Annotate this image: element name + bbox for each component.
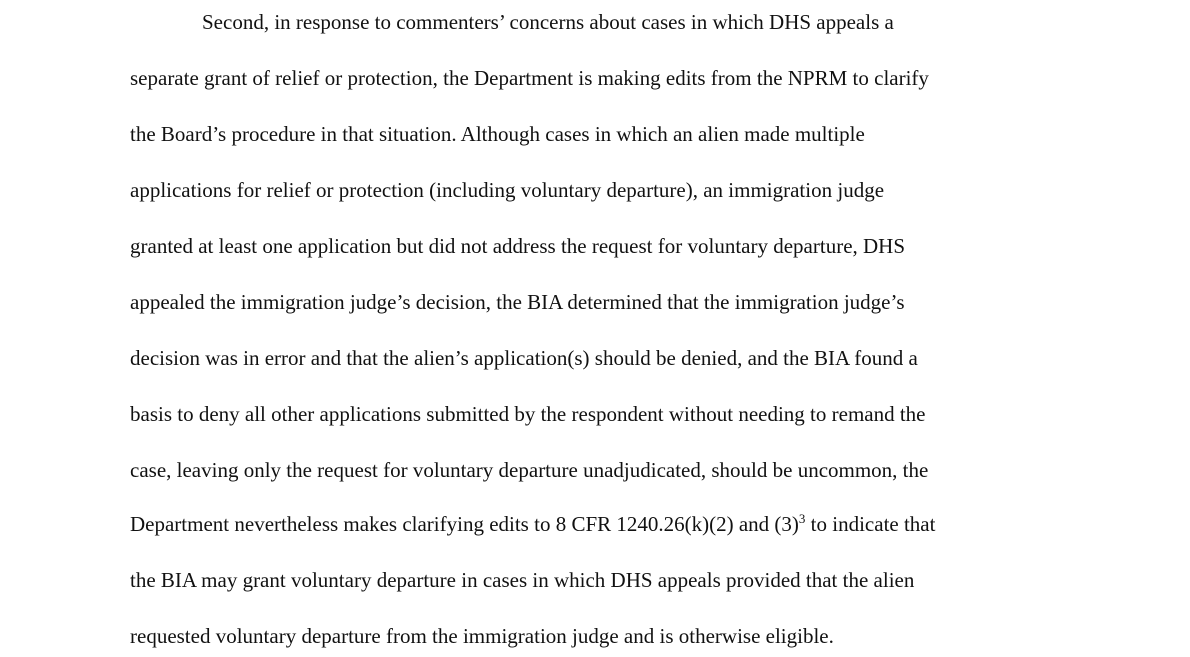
text-line-10-start: Department nevertheless makes clarifying edits to 8 CFR 1240.26(k)(2) and (3)	[130, 512, 799, 536]
text-line-10-end: to indicate that	[805, 512, 936, 536]
text-line-9: case, leaving only the request for voluntary departure unadjudicated, should be uncommon, the	[130, 458, 929, 482]
text-line-12: requested voluntary departure from the immigration judge and is otherwise eligible.	[130, 624, 834, 648]
text-line-6: appealed the immigration judge’s decision, the BIA determined that the immigration judge’s	[130, 290, 905, 314]
text-line-8: basis to deny all other applications submitted by the respondent without needing to remand the	[130, 402, 926, 426]
text-line-5: granted at least one application but did not address the request for voluntary departure, DHS	[130, 234, 906, 258]
footnote-reference[interactable]: 3	[798, 511, 806, 526]
text-line-4: applications for relief or protection (including voluntary departure), an immigration judge	[130, 178, 885, 202]
text-line-1: Second, in response to commenters’ concerns about cases in which DHS appeals a	[202, 10, 894, 34]
text-line-2: separate grant of relief or protection, the Department is making edits from the NPRM to clarify	[130, 66, 929, 90]
text-line-11: the BIA may grant voluntary departure in cases in which DHS appeals provided that the alien	[130, 568, 915, 592]
text-line-7: decision was in error and that the alien’s application(s) should be denied, and the BIA found a	[130, 346, 918, 370]
text-line-3: the Board’s procedure in that situation. Although cases in which an alien made multiple	[130, 122, 865, 146]
text-line-10	[130, 512, 935, 536]
